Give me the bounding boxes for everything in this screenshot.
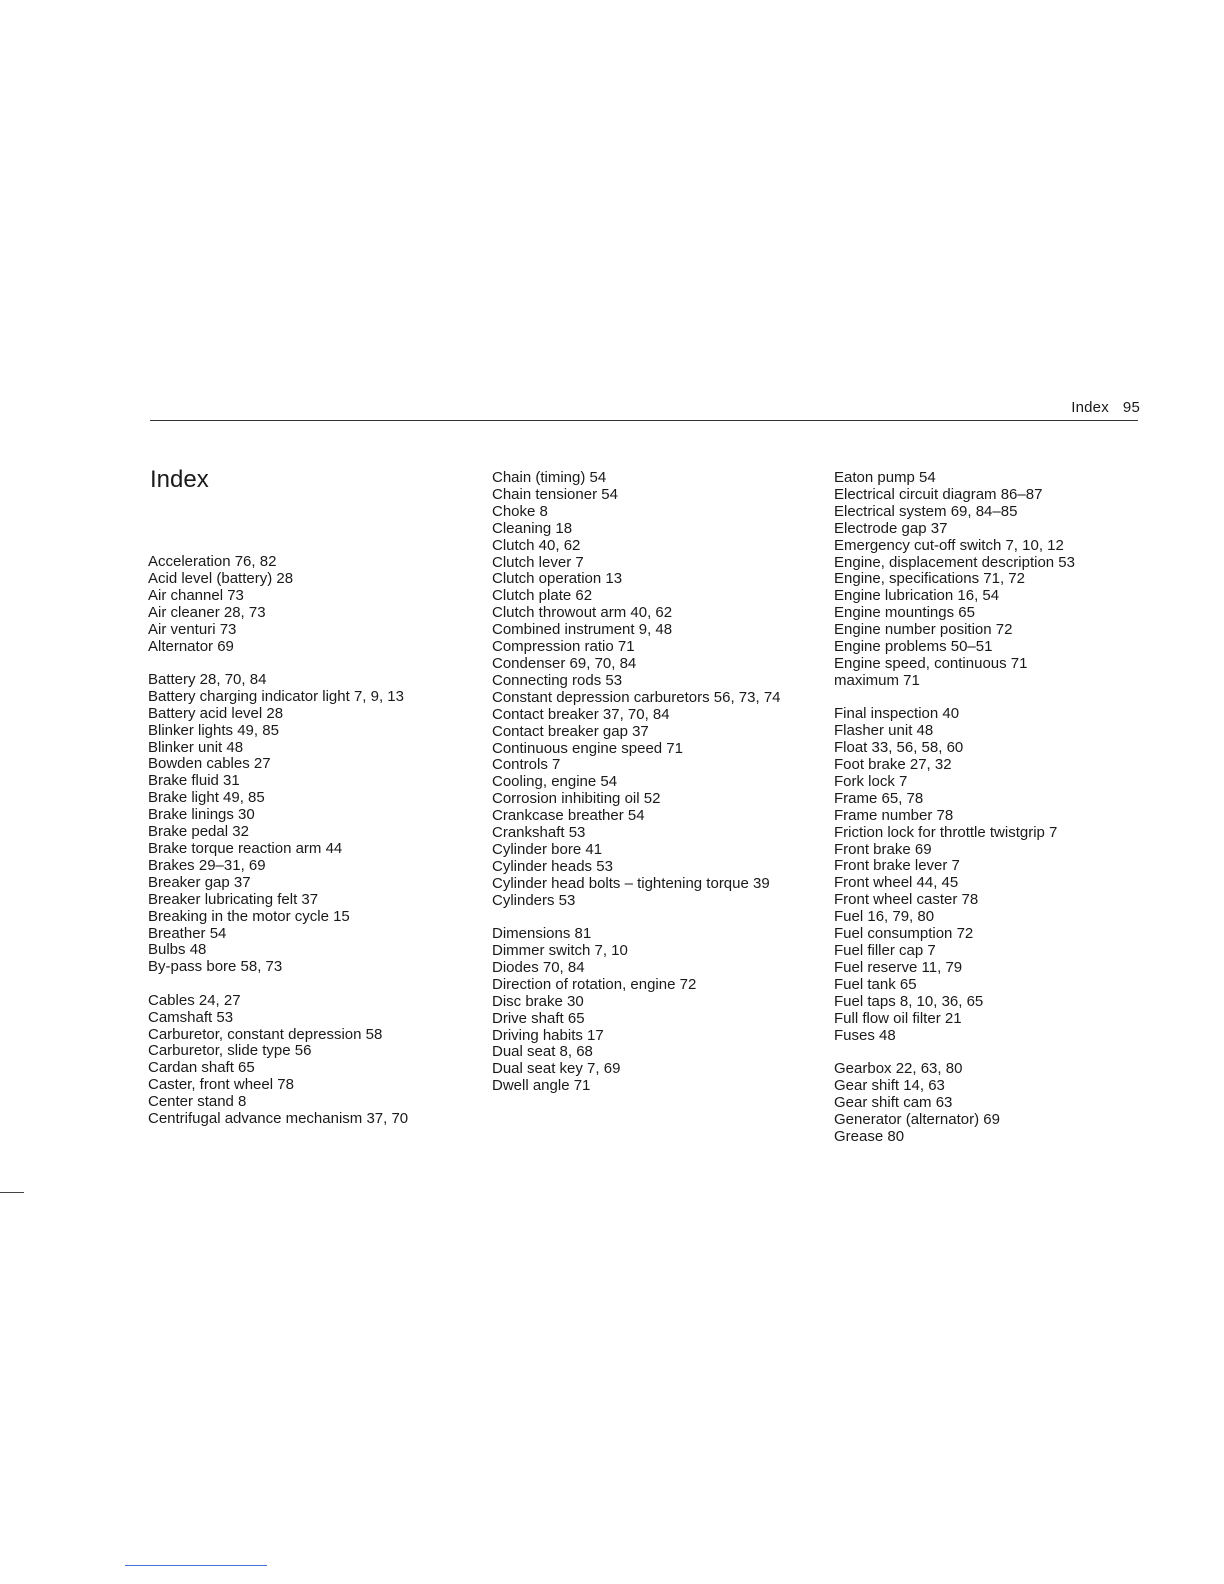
- footer-line: [125, 1565, 267, 1566]
- index-entry: Dual seat 8, 68: [492, 1043, 593, 1061]
- index-entry: Cardan shaft 65: [148, 1059, 255, 1077]
- index-entry: Emergency cut-off switch 7, 10, 12: [834, 536, 1064, 554]
- index-entry: Controls 7: [492, 756, 561, 774]
- index-entry: Clutch 40, 62: [492, 536, 581, 554]
- group-gap: [148, 976, 478, 993]
- index-entry: Dwell angle 71: [492, 1077, 591, 1095]
- index-entry: Combined instrument 9, 48: [492, 621, 673, 639]
- index-entry: Constant depression carburetors 56, 73, 74: [492, 688, 781, 706]
- group-gap: [148, 655, 478, 672]
- index-entry: Frame 65, 78: [834, 789, 924, 807]
- index-entry: Connecting rods 53: [492, 671, 623, 689]
- index-entry: Brakes 29–31, 69: [148, 856, 266, 874]
- index-column-3: [834, 470, 1119, 1145]
- index-entry: Continuous engine speed 71: [492, 739, 683, 757]
- index-title: Index: [150, 466, 209, 493]
- index-entry: Engine number position 72: [834, 621, 1013, 639]
- index-entry: Battery charging indicator light 7, 9, 13: [148, 687, 404, 705]
- index-entry: Drive shaft 65: [492, 1009, 585, 1027]
- index-entry: Cylinder bore 41: [492, 840, 603, 858]
- index-entry: Acceleration 76, 82: [148, 553, 277, 570]
- index-entry: Fork lock 7: [834, 772, 908, 790]
- index-entry: Gearbox 22, 63, 80: [834, 1059, 963, 1077]
- index-entry: Engine problems 50–51: [834, 638, 993, 656]
- index-entry: Fuel taps 8, 10, 36, 65: [834, 992, 984, 1010]
- index-entry: Front brake lever 7: [834, 857, 960, 875]
- index-entry: Fuel tank 65: [834, 975, 917, 993]
- index-entry: Choke 8: [492, 502, 548, 520]
- index-entry: Contact breaker 37, 70, 84: [492, 705, 670, 723]
- index-entry: Brake fluid 31: [148, 772, 240, 790]
- index-entry: Electrical system 69, 84–85: [834, 502, 1018, 520]
- index-entry: Fuel 16, 79, 80: [834, 908, 935, 926]
- index-entry: Cylinder head bolts – tightening torque 39: [492, 874, 770, 892]
- index-entry: Compression ratio 71: [492, 638, 635, 656]
- index-entry: Fuel consumption 72: [834, 925, 974, 943]
- index-entry: Friction lock for throttle twistgrip 7: [834, 823, 1058, 841]
- group-gap: [834, 1044, 1119, 1061]
- index-entry: Engine, displacement description 53: [834, 553, 1075, 571]
- index-entry: Brake linings 30: [148, 806, 255, 824]
- index-entry: Chain tensioner 54: [492, 485, 618, 503]
- index-entry: Generator (alternator) 69: [834, 1110, 1000, 1128]
- index-entry: Engine mountings 65: [834, 604, 975, 622]
- index-entry: Gear shift cam 63: [834, 1093, 953, 1111]
- index-column-1: [148, 554, 478, 1128]
- index-entry: Clutch lever 7: [492, 553, 584, 571]
- index-entry: Gear shift 14, 63: [834, 1076, 945, 1094]
- index-entry: Camshaft 53: [148, 1008, 234, 1026]
- index-entry: Brake pedal 32: [148, 823, 249, 841]
- index-entry: Crankcase breather 54: [492, 807, 645, 825]
- index-entry: Electrode gap 37: [834, 519, 948, 537]
- index-entry: Air channel 73: [148, 586, 244, 604]
- index-entry: Caster, front wheel 78: [148, 1076, 294, 1094]
- index-entry: Fuel filler cap 7: [834, 941, 936, 959]
- index-entry: Clutch throwout arm 40, 62: [492, 604, 673, 622]
- index-entry: Cooling, engine 54: [492, 773, 618, 791]
- index-entry: Diodes 70, 84: [492, 958, 585, 976]
- index-entry: Clutch operation 13: [492, 570, 623, 588]
- index-entry: Dimmer switch 7, 10: [492, 941, 628, 959]
- left-edge-rule: [0, 1192, 24, 1193]
- index-entry: Brake light 49, 85: [148, 789, 265, 807]
- index-entry: Fuel reserve 11, 79: [834, 958, 963, 976]
- index-entry: Chain (timing) 54: [492, 469, 607, 486]
- page-number: 95: [1122, 399, 1140, 416]
- index-entry: Engine speed, continuous 71: [834, 654, 1028, 672]
- index-entry: Full flow oil filter 21: [834, 1009, 962, 1027]
- header-title: Index: [1071, 399, 1109, 416]
- index-entry: Crankshaft 53: [492, 824, 586, 842]
- index-entry: Breaker gap 37: [148, 873, 251, 891]
- index-entry: Engine lubrication 16, 54: [834, 587, 1000, 605]
- index-entry: Battery 28, 70, 84: [148, 670, 267, 688]
- index-entry: Fuses 48: [834, 1026, 896, 1044]
- index-entry: Acid level (battery) 28: [148, 569, 294, 587]
- group-gap: [492, 910, 812, 927]
- index-entry: Blinker unit 48: [148, 738, 244, 756]
- index-entry: Grease 80: [834, 1127, 905, 1145]
- index-entry: Contact breaker gap 37: [492, 722, 649, 740]
- index-entry: Foot brake 27, 32: [834, 756, 952, 773]
- index-entry: maximum 71: [834, 671, 920, 689]
- index-entry: Bulbs 48: [148, 941, 207, 959]
- index-entry: Electrical circuit diagram 86–87: [834, 485, 1043, 503]
- index-entry: Dual seat key 7, 69: [492, 1060, 621, 1078]
- index-entry: Eaton pump 54: [834, 469, 936, 486]
- index-entry: Alternator 69: [148, 637, 234, 655]
- index-entry: Front wheel 44, 45: [834, 874, 959, 892]
- index-entry: Direction of rotation, engine 72: [492, 975, 697, 993]
- index-entry: By-pass bore 58, 73: [148, 958, 283, 976]
- index-entry: Carburetor, constant depression 58: [148, 1025, 383, 1043]
- index-entry: Air cleaner 28, 73: [148, 603, 266, 621]
- index-entry: Carburetor, slide type 56: [148, 1042, 312, 1060]
- header-rule: [150, 420, 1138, 421]
- index-entry: Final inspection 40: [834, 705, 960, 723]
- index-entry: Battery acid level 28: [148, 704, 284, 722]
- index-entry: Condenser 69, 70, 84: [492, 654, 637, 672]
- index-entry: Centrifugal advance mechanism 37, 70: [148, 1110, 409, 1128]
- index-entry: Disc brake 30: [492, 992, 584, 1010]
- index-entry: Air venturi 73: [148, 620, 237, 638]
- index-entry: Clutch plate 62: [492, 587, 593, 605]
- index-column-2: [492, 470, 812, 1095]
- index-entry: Engine, specifications 71, 72: [834, 570, 1025, 588]
- index-entry: Breaking in the motor cycle 15: [148, 907, 350, 925]
- index-entry: Driving habits 17: [492, 1026, 604, 1044]
- index-entry: Center stand 8: [148, 1093, 247, 1111]
- index-entry: Brake torque reaction arm 44: [148, 840, 343, 857]
- index-entry: Front wheel caster 78: [834, 891, 979, 909]
- index-entry: Bowden cables 27: [148, 755, 271, 773]
- index-entry: Cables 24, 27: [148, 991, 241, 1009]
- index-entry: Breather 54: [148, 924, 227, 942]
- index-entry: Cylinder heads 53: [492, 857, 613, 875]
- index-entry: Float 33, 56, 58, 60: [834, 739, 964, 757]
- index-entry: Cleaning 18: [492, 519, 573, 537]
- index-entry: Front brake 69: [834, 840, 932, 858]
- index-entry: Cylinders 53: [492, 891, 576, 909]
- index-entry: Frame number 78: [834, 806, 954, 824]
- index-entry: Breaker lubricating felt 37: [148, 890, 319, 908]
- running-header: [1000, 399, 1140, 416]
- group-gap: [834, 690, 1119, 707]
- index-entry: Blinker lights 49, 85: [148, 721, 279, 739]
- index-entry: Corrosion inhibiting oil 52: [492, 790, 661, 808]
- index-entry: Dimensions 81: [492, 925, 592, 943]
- index-entry: Flasher unit 48: [834, 722, 934, 740]
